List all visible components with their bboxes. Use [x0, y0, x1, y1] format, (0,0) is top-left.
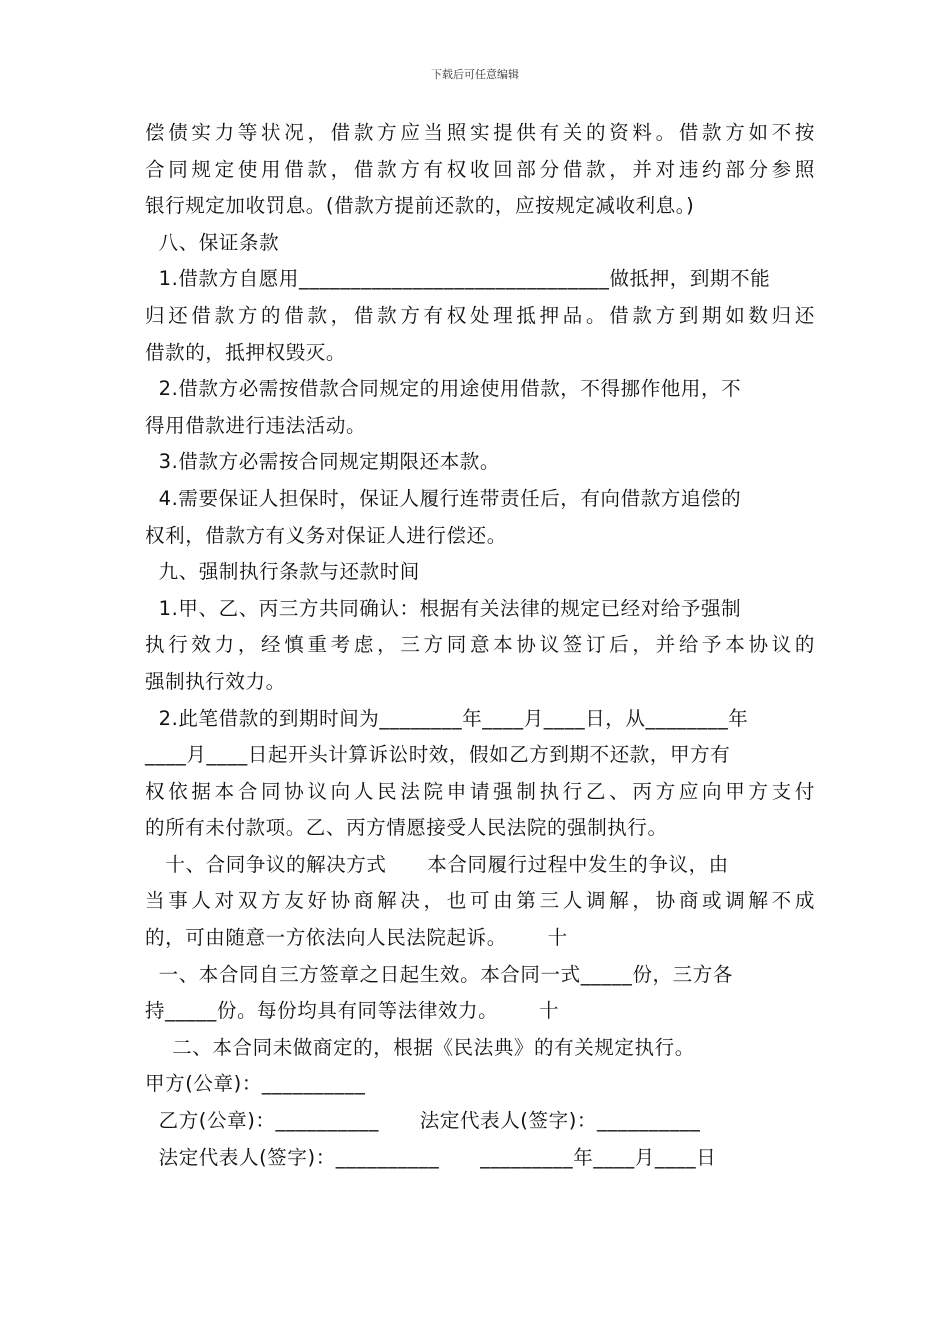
text-line: 银行规定加收罚息。(借款方提前还款的，应按规定减收利息。): [145, 194, 695, 218]
text-line: 权依据本合同协议向人民法院申请强制执行乙、丙方应向甲方支付: [145, 779, 815, 803]
text-line: 3.借款方必需按合同规定期限还本款。: [145, 450, 501, 474]
signature-line: 法定代表人(签字)：__________ _________年____月____日: [145, 1145, 717, 1169]
text-line: 强制执行效力。: [145, 669, 286, 693]
text-line: 得用借款进行违法活动。: [145, 413, 367, 437]
text-line: 权利，借款方有义务对保证人进行偿还。: [145, 523, 507, 547]
text-line: 1.借款方自愿用______________________________做抵押，到期不能: [145, 267, 771, 291]
text-line: 持_____份。每份均具有同等法律效力。 十: [145, 999, 560, 1023]
text-line: 2.此笔借款的到期时间为________年____月____日，从________年: [145, 706, 749, 730]
text-line: 合同规定使用借款，借款方有权收回部分借款，并对违约部分参照: [145, 157, 815, 181]
text-line: 一、本合同自三方签章之日起生效。本合同一式_____份，三方各: [145, 962, 733, 986]
text-line: 二、本合同未做商定的，根据《民法典》的有关规定执行。: [145, 1035, 695, 1059]
document-body: [145, 115, 815, 1176]
text-line: 当事人对双方友好协商解决，也可由第三人调解，协商或调解不成: [145, 889, 815, 913]
text-line: 4.需要保证人担保时，保证人履行连带责任后，有向借款方追偿的: [145, 486, 742, 510]
text-line: ____月____日起开头计算诉讼时效，假如乙方到期不还款，甲方有: [145, 743, 731, 767]
text-line: 归还借款方的借款，借款方有权处理抵押品。借款方到期如数归还: [145, 303, 815, 327]
text-line: 借款的，抵押权毁灭。: [145, 340, 347, 364]
text-line: 1.甲、乙、丙三方共同确认：根据有关法律的规定已经对给予强制: [145, 596, 742, 620]
text-line: 的所有未付款项。乙、丙方情愿接受人民法院的强制执行。: [145, 816, 668, 840]
text-line: 执行效力，经慎重考虑，三方同意本协议签订后，并给予本协议的: [145, 633, 815, 657]
section-heading: 九、强制执行条款与还款时间: [145, 560, 420, 584]
signature-line: 甲方(公章)：__________: [145, 1072, 366, 1096]
section-heading: 八、保证条款: [145, 230, 280, 254]
page-header: 下载后可任意编辑: [431, 68, 519, 81]
signature-line: 乙方(公章)：__________ 法定代表人(签字)：__________: [145, 1109, 701, 1133]
text-line: 2.借款方必需按借款合同规定的用途使用借款，不得挪作他用，不: [145, 377, 742, 401]
text-line: 偿债实力等状况，借款方应当照实提供有关的资料。借款方如不按: [145, 121, 815, 144]
text-line: 十、合同争议的解决方式 本合同履行过程中发生的争议，由: [145, 852, 729, 876]
text-line: 的，可由随意一方依法向人民法院起诉。 十: [145, 926, 568, 950]
